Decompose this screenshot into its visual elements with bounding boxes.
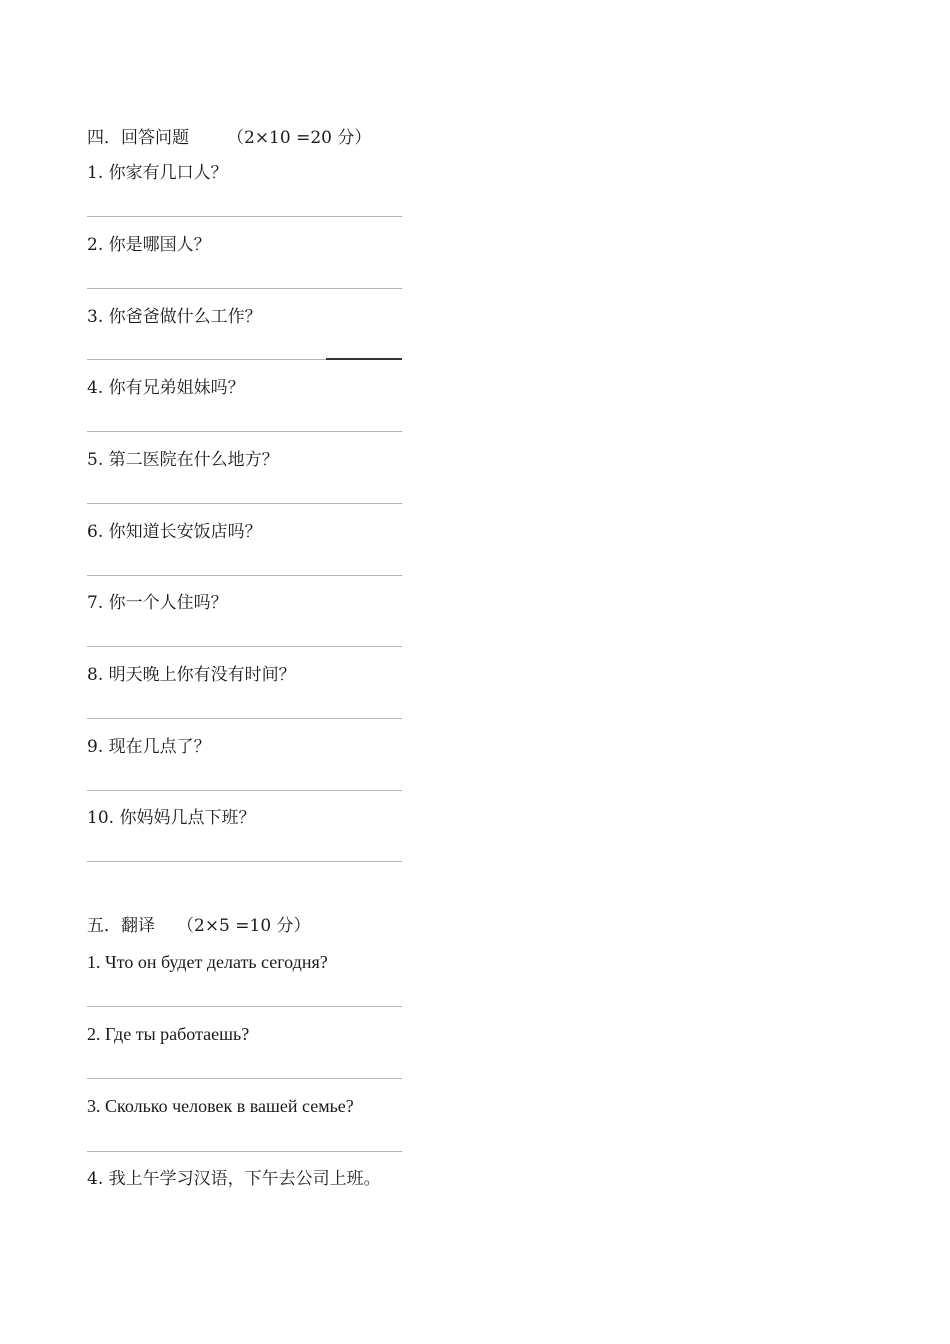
question-7: 7. 你一个人住吗？ [87, 593, 228, 613]
answer-line-7[interactable] [87, 646, 402, 647]
answer-line-3-underline-segment [326, 358, 402, 360]
section-4-heading [87, 127, 371, 149]
question-1: 1. 你家有几口人？ [87, 163, 228, 183]
answer-line-1[interactable] [87, 216, 402, 217]
answer-line-8[interactable] [87, 718, 402, 719]
answer-line-4[interactable] [87, 431, 402, 432]
section-4-score: （2×10 =20 分） [227, 128, 372, 148]
answer-line-2[interactable] [87, 288, 402, 289]
question-10: 10. 你妈妈几点下班？ [87, 808, 256, 828]
section-5-heading [87, 915, 311, 937]
translation-line-2[interactable] [87, 1078, 402, 1079]
answer-line-6[interactable] [87, 575, 402, 576]
question-6: 6. 你知道长安饭店吗？ [87, 522, 262, 542]
question-2: 2. 你是哪国人？ [87, 235, 211, 255]
translation-line-3[interactable] [87, 1151, 402, 1152]
question-8: 8. 明天晚上你有没有时间？ [87, 665, 296, 685]
translation-item-4: 4. 我上午学习汉语，下午去公司上班。 [87, 1169, 381, 1189]
section-4-title: 四．回答问题 [87, 128, 189, 148]
answer-line-3[interactable] [87, 359, 402, 360]
question-3: 3. 你爸爸做什么工作？ [87, 307, 262, 327]
translation-item-2: 2. Где ты работаешь? [87, 1024, 250, 1044]
answer-line-5[interactable] [87, 503, 402, 504]
question-9: 9. 现在几点了？ [87, 737, 211, 757]
answer-line-9[interactable] [87, 790, 402, 791]
question-5: 5. 第二医院在什么地方？ [87, 450, 279, 470]
translation-line-1[interactable] [87, 1006, 402, 1007]
section-5-score: （2×5 =10 分） [177, 916, 311, 936]
question-4: 4. 你有兄弟姐妹吗？ [87, 378, 245, 398]
section-5-title: 五．翻译 [87, 916, 155, 936]
translation-item-3: 3. Сколько человек в вашей семье? [87, 1096, 354, 1116]
translation-item-1: 1. Что он будет делать сегодня? [87, 952, 328, 972]
answer-line-10[interactable] [87, 861, 402, 862]
